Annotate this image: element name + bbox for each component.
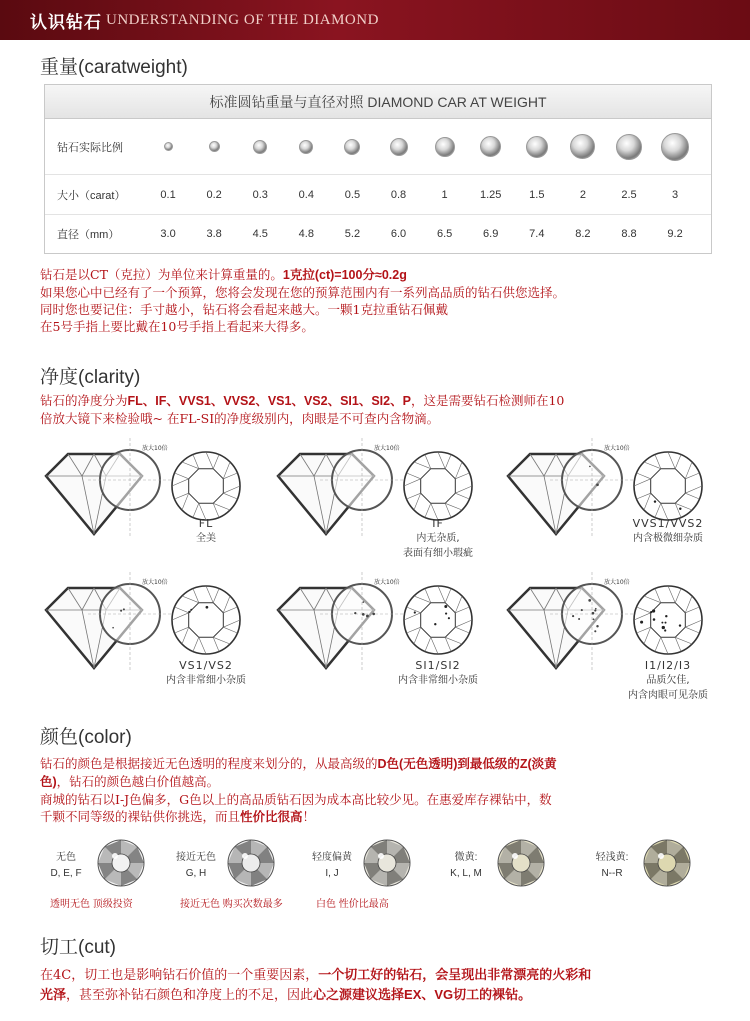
cut-text: ，甚至弥补钻石颜色和净度上的不足，因此 (66, 988, 314, 1003)
clarity-grade-item (38, 438, 253, 568)
diameter-value: 5.2 (344, 228, 361, 240)
color-range: D色(无色透明)到最低级的Z(淡黄 (377, 757, 557, 771)
table-row-proportion (45, 119, 711, 175)
diameter-value: 8.2 (575, 228, 591, 240)
clarity-text: ，这是需要钻石检测师在10 (410, 393, 565, 408)
diamond-icon (344, 139, 360, 155)
diamond-size-icon (191, 133, 237, 161)
clarity-grade-desc: 内含非常细小杂质 (398, 675, 478, 686)
color-grade-name (306, 850, 358, 882)
diamond-icon (299, 140, 313, 154)
diamond-color-icon (226, 838, 276, 888)
cut-heading: 切工(cut) (40, 937, 117, 958)
magnify-label: 放大10倍 (374, 579, 400, 586)
clarity-grade-code: I1/I2/I3 (644, 659, 692, 672)
diamond-icon (435, 137, 455, 157)
diameter-value: 9.2 (667, 228, 683, 240)
color-text: 钻石的颜色是根据接近无色透明的程度来划分的，从最高级的 (40, 756, 378, 771)
diamond-size-icon (422, 133, 468, 161)
color-grade-letters: I, J (325, 868, 339, 879)
color-grade-title: 轻浅黄: (595, 852, 629, 863)
clarity-grade-label (388, 658, 488, 688)
clarity-text: 倍放大镜下来检验哦~ 在FL-SI的净度级别内，肉眼是不可查内含物滴。 (40, 411, 440, 426)
carat-value: 2.5 (621, 188, 637, 201)
diamond-size-icon (606, 133, 652, 161)
diamond-color-icon (642, 838, 692, 888)
color-grade-letters: N--R (601, 868, 623, 879)
table-row-diameter (45, 215, 711, 253)
color-grade-title: 接近无色 (176, 852, 216, 863)
diameter-value: 4.5 (252, 228, 268, 240)
color-grade-title: 微黄: (454, 852, 478, 863)
carat-value: 3 (672, 188, 679, 201)
diamond-icon (526, 136, 548, 158)
color-grade-item (306, 838, 441, 914)
weight-paragraph (40, 266, 730, 335)
value-highlight: 性价比很高 (240, 810, 303, 824)
color-grade-item (40, 838, 175, 914)
magnify-label: 放大10倍 (374, 445, 400, 452)
carat-value: 1.25 (479, 188, 502, 201)
carat-diameter-table (44, 84, 712, 254)
table-title: 标准圆钻重量与直径对照 DIAMOND CAR AT WEIGHT (45, 85, 711, 119)
diameter-value: 7.4 (529, 228, 545, 240)
weight-heading: 重量(caratweight) (40, 57, 188, 78)
color-range: 色) (40, 775, 57, 789)
color-grade-caption: 白色 性价比最高 (316, 899, 389, 910)
clarity-grade-desc: 内含非常细小杂质 (166, 675, 246, 686)
color-grade-name (40, 850, 92, 882)
carat-value: 0.4 (298, 188, 314, 201)
color-grade-letters: D, E, F (50, 868, 82, 879)
diameter-cells (145, 228, 711, 240)
clarity-grade-desc: 品质欠佳, (646, 675, 690, 686)
diamond-icon (616, 134, 642, 160)
diamond-color-icon (496, 838, 546, 888)
diamond-size-icon (560, 133, 606, 161)
table-row-carat (45, 175, 711, 215)
color-grade-letters: G, H (185, 868, 207, 879)
carat-value: 0.1 (160, 188, 176, 201)
diamond-color-icon (362, 838, 412, 888)
clarity-grade-label (156, 516, 256, 546)
diameter-value: 4.8 (298, 228, 314, 240)
weight-text: 在5号手指上要比戴在10号手指上看起来大得多。 (40, 319, 314, 334)
cut-highlight: 一个切工好的钻石，会呈现出非常漂亮的火彩和 (318, 967, 592, 982)
clarity-grade-desc: 内无杂质, (416, 533, 460, 544)
diamond-size-icon (145, 133, 191, 161)
clarity-grade-code: IF (432, 517, 444, 530)
clarity-grade-code: FL (198, 517, 214, 530)
color-grade-letters: K, L, M (450, 868, 482, 879)
diameter-value: 3.0 (160, 228, 176, 240)
diamond-size-icon (514, 133, 560, 161)
clarity-grade-label (618, 516, 718, 546)
clarity-grade-desc: 全美 (196, 533, 216, 544)
clarity-grade-desc: 内含肉眼可见杂质 (628, 690, 708, 701)
diamond-color-icon (96, 838, 146, 888)
clarity-grade-label (388, 516, 488, 561)
magnify-label: 放大10倍 (604, 445, 630, 452)
carat-value: 0.5 (344, 188, 361, 201)
color-grade-caption: 透明无色 顶级投资 (50, 899, 133, 910)
color-grade-caption: 接近无色 购买次数最多 (180, 899, 283, 910)
carat-cells (145, 189, 711, 201)
carat-value: 0.2 (206, 188, 222, 201)
color-heading: 颜色(color) (40, 727, 132, 748)
carat-conversion: 1克拉(ct)=100分≈0.2g (282, 268, 407, 282)
diamond-icon (570, 134, 595, 159)
diameter-value: 8.8 (621, 228, 637, 240)
clarity-grade-item (500, 438, 715, 568)
color-text: ！ (302, 809, 316, 824)
color-grade-item (440, 838, 575, 914)
cut-recommendation: 心之源建议选择EX、VG切工的裸钻。 (313, 987, 532, 1002)
diamond-icon (390, 138, 408, 156)
clarity-grade-item (270, 572, 485, 702)
color-text: 千颗不同等级的裸钻供你挑选，而且 (40, 809, 241, 824)
diamond-size-icon (237, 133, 283, 161)
section-banner (0, 0, 750, 40)
clarity-heading: 净度(clarity) (40, 367, 141, 388)
diamond-icon (661, 133, 689, 161)
color-grade-title: 轻度偏黄 (312, 852, 352, 863)
carat-value: 1 (441, 188, 448, 201)
row-label: 直径（mm） (57, 229, 120, 241)
clarity-grade-item (500, 572, 715, 702)
diamond-size-icon (283, 133, 329, 161)
diamond-icon (253, 140, 267, 154)
diamond-icon (480, 136, 501, 157)
carat-value: 1.5 (529, 188, 545, 201)
clarity-grade-desc: 内含极微细杂质 (633, 533, 703, 544)
clarity-grade-label (156, 658, 256, 688)
diameter-value: 6.5 (436, 228, 453, 240)
clarity-grades-list: FL、IF、VVS1、VVS2、VS1、VS2、SI1、SI2、P (127, 394, 411, 408)
magnify-label: 放大10倍 (142, 579, 168, 586)
color-grade-name (440, 850, 492, 882)
banner-title-en: UNDERSTANDING OF THE DIAMOND (106, 11, 379, 28)
color-paragraph (40, 755, 730, 826)
diamond-icon (209, 141, 220, 152)
diameter-value: 3.8 (206, 228, 222, 240)
row-label: 钻石实际比例 (57, 141, 123, 154)
magnify-label: 放大10倍 (142, 445, 168, 452)
diamond-size-icon (375, 133, 421, 161)
color-grade-name (170, 850, 222, 882)
carat-value: 0.3 (252, 188, 268, 201)
color-text: ，钻石的颜色越白价值越高。 (56, 774, 220, 789)
clarity-grade-code: SI1/SI2 (415, 659, 461, 672)
cut-highlight: 光泽 (40, 987, 67, 1002)
carat-value: 2 (579, 188, 586, 201)
clarity-text: 钻石的净度分为 (40, 393, 128, 408)
color-grade-title: 无色 (56, 852, 76, 863)
diamond-size-icon (468, 133, 514, 161)
row-label: 大小（carat） (57, 189, 126, 202)
clarity-grade-code: VS1/VS2 (179, 659, 233, 672)
color-grade-item (586, 838, 721, 914)
cut-paragraph (40, 965, 730, 1005)
diamond-size-icon (652, 133, 698, 161)
weight-text: 同时您也要记住：手寸越小，钻石将会看起来越大。一颗1克拉重钻石佩戴 (40, 302, 448, 317)
diameter-value: 6.0 (390, 228, 407, 240)
diamond-icon (164, 142, 173, 151)
gem-cells (145, 133, 711, 161)
diameter-value: 6.9 (483, 228, 499, 240)
cut-text: 在4C，切工也是影响钻石价值的一个重要因素， (40, 968, 319, 983)
color-grade-name (586, 850, 638, 882)
clarity-paragraph (40, 392, 730, 427)
color-text: 商城的钻石以I-J色偏多，G色以上的高品质钻石因为成本高比较少见。在惠爱库存裸钻中，数 (40, 792, 552, 807)
weight-text: 钻石是以CT（克拉）为单位来计算重量的。 (40, 267, 283, 282)
carat-value: 0.8 (390, 188, 407, 201)
banner-title-cn: 认识钻石 (30, 12, 102, 33)
magnify-label: 放大10倍 (604, 579, 630, 586)
clarity-grade-item (38, 572, 253, 702)
weight-text: 如果您心中已经有了一个预算，您将会发现在您的预算范围内有一系列高品质的钻石供您选择。 (40, 285, 566, 300)
clarity-grade-desc: 表面有细小瑕疵 (403, 548, 473, 559)
clarity-grade-label (618, 658, 718, 703)
diamond-size-icon (329, 133, 375, 161)
clarity-grade-item (270, 438, 485, 568)
color-grade-item (170, 838, 305, 914)
clarity-grade-code: VVS1/VVS2 (632, 517, 704, 530)
